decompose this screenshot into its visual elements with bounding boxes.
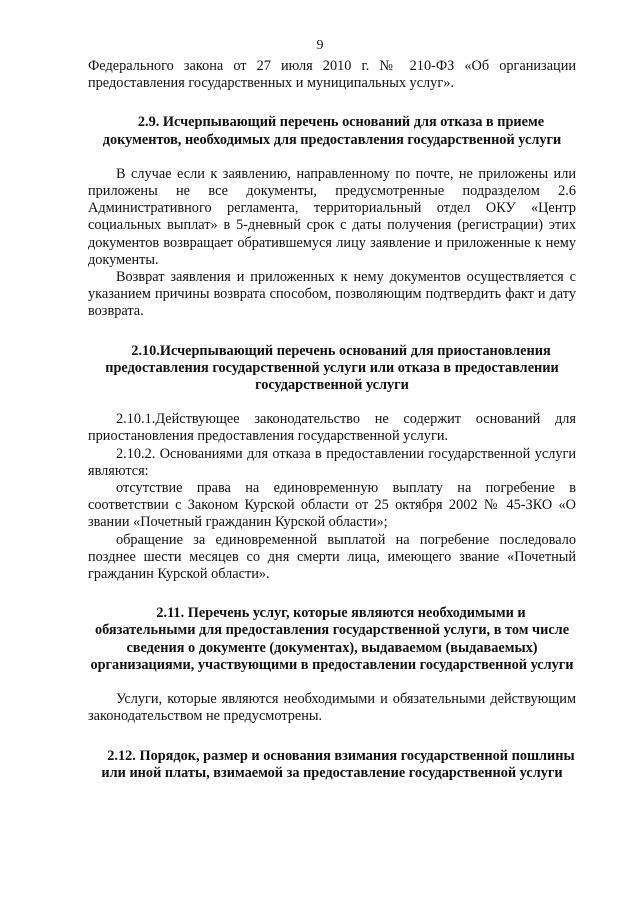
section-heading-2-12: 2.12. Порядок, размер и основания взимания государственной пошлины или иной платы, взимаемой за предоставление государственной услуги xyxy=(101,747,575,781)
paragraph-2-10-2-a: отсутствие права на единовременную выплату на погребение в соответствии с Законом Курской области от 25 октября 2002 № 45-ЗКО «О звании «Почетный гражданин Курской области»; xyxy=(88,480,576,531)
paragraph-2-10-2: 2.10.2. Основаниями для отказа в предоставлении государственной услуги являются: xyxy=(88,445,576,479)
spacer xyxy=(88,583,576,605)
document-body xyxy=(88,58,576,782)
paragraph-2-9-b: Возврат заявления и приложенных к нему документов осуществляется с указанием причины возврата способом, позволяющим подтвердить факт и дату возврата. xyxy=(88,269,576,320)
spacer xyxy=(88,149,576,166)
paragraph-2-11: Услуги, которые являются необходимыми и обязательными действующим законодательством не предусмотрены. xyxy=(88,691,576,725)
spacer xyxy=(88,321,576,343)
paragraph-2-9-a: В случае если к заявлению, направленному по почте, не приложены или приложены не все документы, предусмотренные подразделом 2.6 Административного регламента, территориальный отдел ОКУ «Центр социальных выплат» в 5-дневный срок с даты получения (регистрации) этих документов возвращает обратившемуся лицу заявление и приложенные к нему документы. xyxy=(88,165,576,268)
spacer xyxy=(88,92,576,114)
paragraph-2-10-2-b: обращение за единовременной выплатой на погребение последовало позднее шести месяцев со дня смерти лица, имеющего звание «Почетный гражданин Курской области». xyxy=(88,531,576,583)
spacer xyxy=(88,394,576,411)
section-heading-2-11: 2.11. Перечень услуг, которые являются необходимыми и обязательными для предоставления государственной услуги, в том числе сведения о документе (документах), выдаваемом (выдаваемых) организациями, участвующими в предоставлении государственной услуги xyxy=(90,605,574,673)
section-heading-2-10: 2.10.Исчерпывающий перечень оснований для приостановления предоставления государственной услуги или отказа в предоставлении государственной услуги xyxy=(105,342,559,394)
spacer xyxy=(88,726,576,748)
page-number: 9 xyxy=(316,38,324,53)
section-heading-2-9: 2.9. Исчерпывающий перечень оснований для отказа в приеме документов, необходимых для предоставления государственной услуги xyxy=(102,114,562,148)
spacer xyxy=(88,674,576,691)
paragraph-2-10-1: 2.10.1.Действующее законодательство не содержит оснований для приостановления предоставления государственной услуги. xyxy=(88,411,576,445)
intro-paragraph: Федерального закона от 27 июля 2010 г. № 210-ФЗ «Об организации предоставления государственных и муниципальных услуг». xyxy=(88,58,576,92)
